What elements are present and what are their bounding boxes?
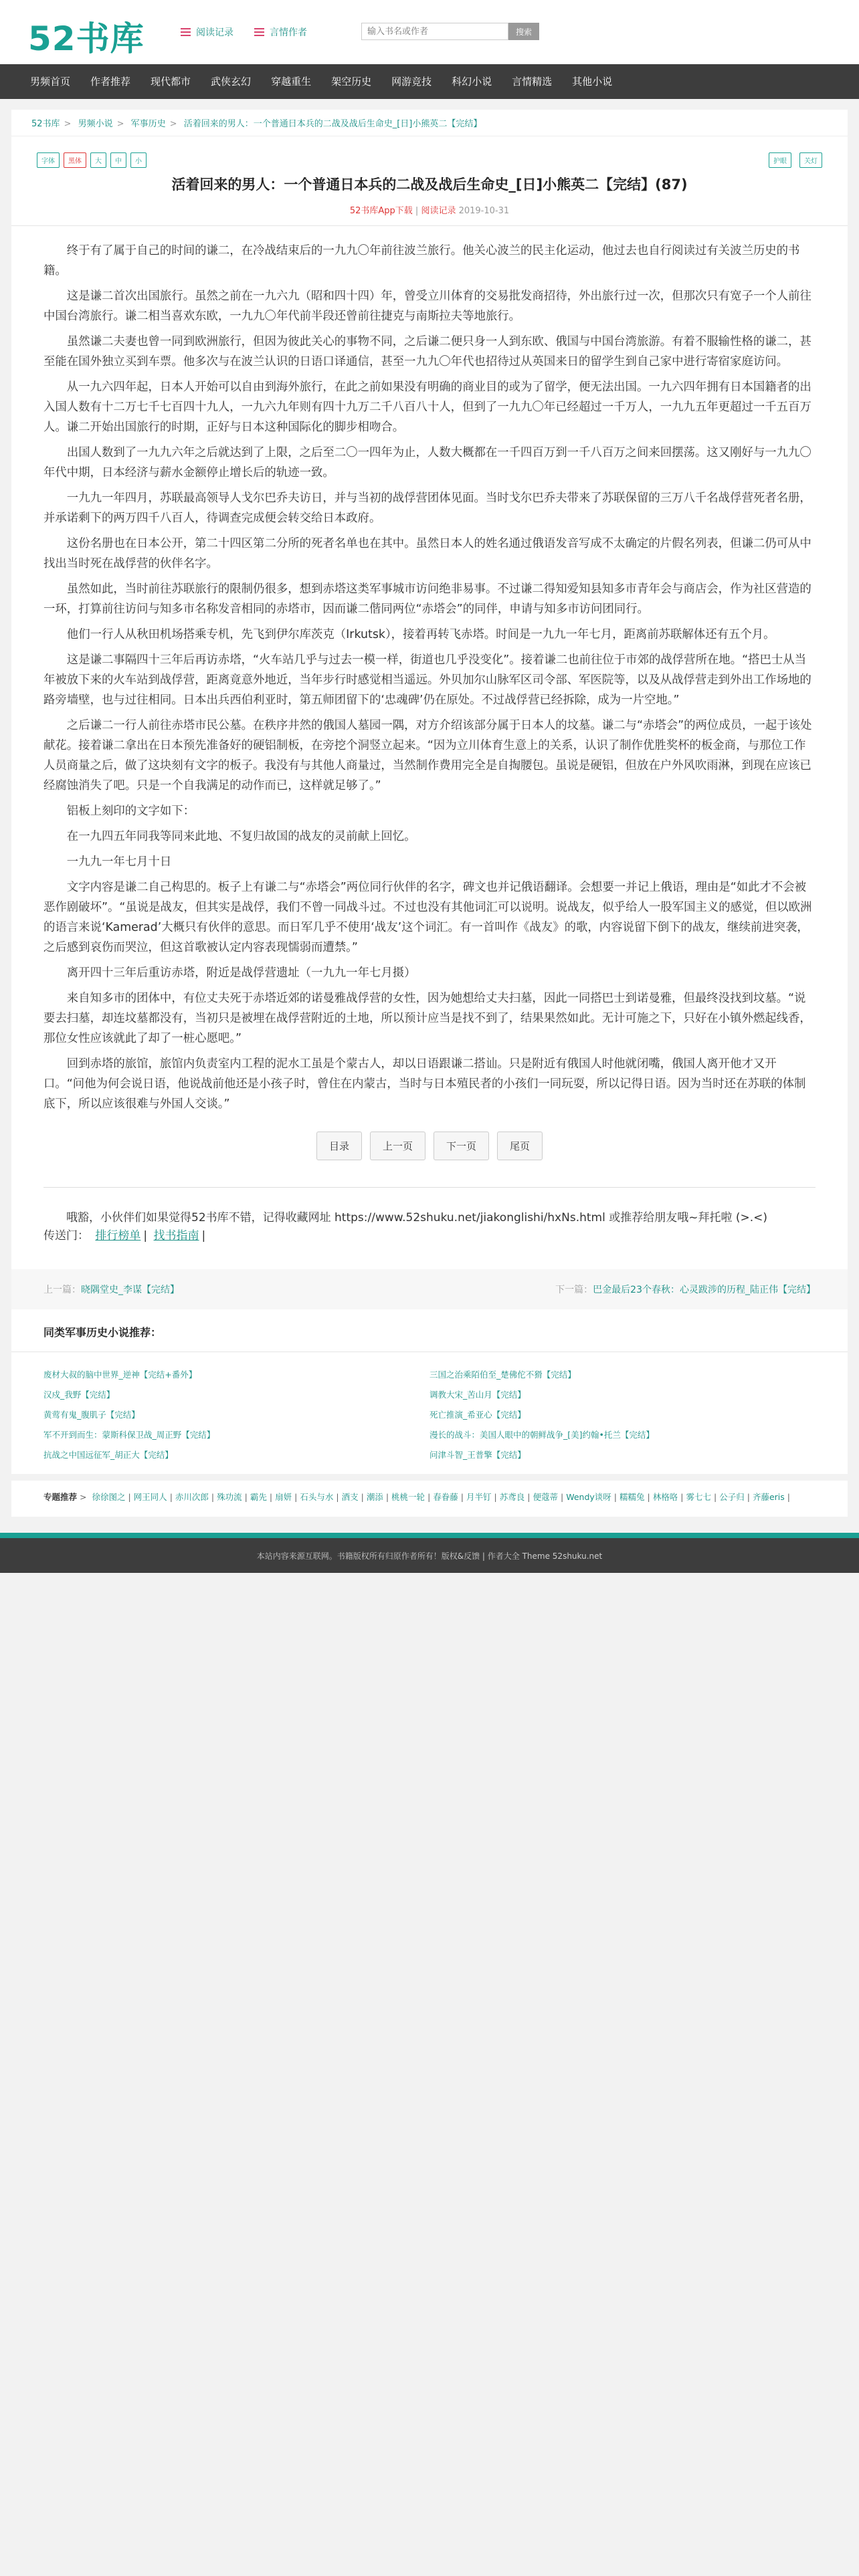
chapter-paragraph: 来自知多市的团体中，有位丈夫死于赤塔近郊的诺曼雅战俘营的女性，因为她想给丈夫扫墓，因此一同搭巴士到诺曼雅，但最终没找到坟墓。“说要去扫墓，却连坟墓都没有，当初只是被埋在战俘营附近的土地，所以预计应当是找不到了，结果果然如此。无计可施之下，只好在小镇外燃起线香，那位女性应该就此了却了一桩心愿吧。” — [43, 992, 812, 1045]
reading-history-label: 阅读记录 — [196, 27, 233, 38]
recommend-item[interactable]: 调教大宋_苦山月【完结】 — [430, 1390, 526, 1400]
breadcrumb-home[interactable]: 52书库 — [31, 119, 60, 129]
topic-tag[interactable]: 潮添 — [366, 1492, 383, 1502]
meta-separator: | — [412, 206, 421, 216]
topic-tag[interactable]: 殊功流 — [217, 1492, 242, 1502]
reading-history-link[interactable] — [181, 25, 233, 39]
chapter-paragraph: 离开四十三年后重访赤塔，附近是战俘营遗址（一九九一年七月摄） — [66, 966, 416, 980]
breadcrumb-book[interactable]: 活着回来的男人：一个普通日本兵的二战及战后生命史_[日]小熊英二【完结】 — [183, 119, 482, 129]
chapter-paragraph: 出国人数到了一九九六年之后就达到了上限，之后至二〇一四年为止，人数大概都在一千四百万到一千八百万之间来回摆荡。这又刚好与一九九〇年代中期，日本经济与薪水金额停止增长后的轨迹一致。 — [43, 446, 812, 479]
portal-label: 传送门： — [43, 1229, 89, 1243]
topic-tags-label: 专题推荐 — [43, 1492, 78, 1502]
site-header — [0, 0, 859, 64]
nav-item-wuxia[interactable]: 武侠玄幻 — [211, 76, 252, 88]
toc-button[interactable]: 目录 — [316, 1132, 362, 1160]
article-prev-next — [11, 1269, 848, 1309]
chapter-pager — [11, 1132, 848, 1160]
chapter-paragraph: 之后谦二一行人前往赤塔市民公墓。在秩序井然的俄国人墓园一隅，对方介绍该部分属于日本人的坟墓。谦二与“赤塔会”的两位成员，一起于该处献花。接着谦二拿出在日本预先准备好的硬铝制板，在旁挖个洞竖立起来。“因为立川体育生意上的关系，认识了制作优胜奖杯的板金商，与那位工作人员商量之后，做了这块刻有文字的板子。我没有与其他人商量过，当然制作费用完全是自掏腰包。虽说是硬铝，但放在户外风吹雨淋，到现在应该已经腐蚀消失了吧。只是一个自我满足的动作而已，这样就足够了。” — [43, 719, 812, 792]
prev-article-label: 上一篇： — [43, 1285, 81, 1295]
romance-authors-label: 言情作者 — [270, 27, 307, 38]
topic-tag[interactable]: 齐藤eris — [752, 1492, 785, 1502]
topic-tag[interactable]: 霸先 — [250, 1492, 267, 1502]
search-button[interactable]: 搜索 — [508, 23, 539, 40]
next-page-button[interactable]: 下一页 — [434, 1132, 489, 1160]
portal-links: 传送门： 排行榜单 | 找书指南 | — [43, 1229, 206, 1243]
topic-tag[interactable]: 苏鸢良 — [499, 1492, 525, 1502]
topic-tag[interactable]: 春眷藤 — [433, 1492, 458, 1502]
recommend-item[interactable]: 死亡推演_希亚心【完结】 — [430, 1410, 526, 1420]
main-nav — [0, 64, 859, 99]
font-large-button[interactable]: 大 — [90, 152, 106, 168]
title-divider — [11, 225, 848, 226]
theme-tools — [769, 152, 822, 168]
nav-item-male-home[interactable]: 男频首页 — [30, 76, 71, 88]
search-input[interactable] — [361, 23, 508, 40]
history-list-icon — [181, 28, 191, 36]
font-button[interactable]: 字体 — [37, 152, 60, 168]
chapter-paragraph: 虽然谦二夫妻也曾一同到欧洲旅行，但因为彼此关心的事物不同，之后谦二便只身一人到东欧、俄国与中国台湾旅游。有着不服输性格的谦二，甚至能在国外独立买到车票。他多次与在波兰认识的日语口译通信，甚至一九九〇年代也招待过从英国来日的留学生到自己家中进行寄宿家庭访问。 — [43, 335, 812, 368]
search-form — [361, 23, 539, 40]
reading-history-meta-link[interactable]: 阅读记录 — [421, 206, 456, 216]
footer-accent-bar — [0, 1533, 859, 1538]
chapter-paragraph: 文字内容是谦二自己构思的。板子上有谦二与“赤塔会”两位同行伙伴的名字，碑文也并记俄语翻译。会想要一并记上俄语，理由是“如此才不会被恶作剧破坏”。“虽说是战友，但其实是战俘，我们不曾一同战斗过。不过也没有其他词汇可以说明。说战友，似乎给人一股军国主义的感觉，但以欧洲的语言来说‘Kamerad’大概只有伙伴的意思。而日军几乎不使用‘战友’这个词汇。有一首叫作《战友》的歌，内容说留下倒下的战友，继续前进突袭，之后感到哀伤而哭泣，但这首歌被认定内容表现懦弱而遭禁。” — [43, 881, 812, 954]
font-bold-button[interactable]: 黑体 — [64, 152, 86, 168]
topic-tag[interactable]: 徐徐图之 — [92, 1492, 126, 1502]
breadcrumb-separator: > — [64, 119, 72, 129]
recommend-item[interactable]: 黄莺有鬼_腹肌子【完结】 — [43, 1410, 140, 1420]
chapter-paragraph: 在一九四五年同我等同来此地、不复归故国的战友的灵前献上回忆。 — [66, 830, 416, 843]
chapter-title: 活着回来的男人：一个普通日本兵的二战及战后生命史_[日]小熊英二【完结】(87) — [171, 177, 688, 193]
nav-item-authors[interactable]: 作者推荐 — [90, 76, 131, 88]
recommend-item[interactable]: 三国之治乘陌伯至_楚佛佗不猾【完结】 — [430, 1370, 576, 1380]
topic-tag[interactable]: 便蔻蒂 — [533, 1492, 558, 1502]
prev-article-link[interactable]: 晓隅堂史_李谋【完结】 — [81, 1285, 179, 1295]
topic-tag[interactable]: 林格咯 — [652, 1492, 678, 1502]
topic-tag[interactable]: 扇妍 — [275, 1492, 292, 1502]
bookmark-tip — [43, 1187, 816, 1269]
chapter-paragraph: 回到赤塔的旅馆，旅馆内负责室内工程的泥水工虽是个蒙古人，却以日语跟谦二搭讪。只是附近有俄国人时他就闭嘴，俄国人离开他才又开口。“问他为何会说日语，他说战前他还是小孩子时，曾住在内蒙古，当时与日本殖民者的小孩们一同玩耍，所以记得日语。因为当时还在苏联的体制底下，所以应该很难与外国人交谈。” — [43, 1057, 806, 1111]
eye-care-button[interactable]: 护眼 — [769, 152, 791, 168]
chapter-paragraph: 虽然如此，当时前往苏联旅行的限制仍很多，想到赤塔这类军事城市访问绝非易事。不过谦二得知爱知县知多市青年会与商店会，作为社区营造的一环，打算前往访问与知多市名称发音相同的赤塔市，因而谦二偕同两位“赤塔会”的同伴，申请与知多市访问团同行。 — [43, 582, 812, 616]
topic-tag[interactable]: 公子归 — [719, 1492, 745, 1502]
chapter-paragraph: 从一九六四年起，日本人开始可以自由到海外旅行，在此之前如果没有明确的商业目的或为了留学，便无法出国。一九六四年拥有日本国籍者的出入国人数有十二万七千七百四十九人，一九六九年则有四十九万二千八百八十人，但到了一九九〇年已经超过一千万人，一九九五年更超过一千五百万人。谦二开始出国旅行的时期，正好与日本这种国际化的脚步相吻合。 — [43, 381, 812, 434]
topic-tag[interactable]: 月半钉 — [466, 1492, 492, 1502]
topic-tag[interactable]: 网王同人 — [133, 1492, 167, 1502]
site-footer: 本站内容来源互联网。书籍版权所有归原作者所有！版权&反馈 | 作者大全 Theme 52shuku.net — [0, 1538, 859, 1573]
recommend-item[interactable]: 军不开到而生：蒙斯科保卫战_周正野【完结】 — [43, 1430, 215, 1440]
next-article — [555, 1283, 816, 1296]
recommend-item[interactable]: 抗战之中国远征军_胡正大【完结】 — [43, 1450, 173, 1460]
font-medium-button[interactable]: 中 — [110, 152, 126, 168]
author-list-icon — [254, 28, 264, 36]
prev-page-button[interactable]: 上一页 — [370, 1132, 425, 1160]
topic-tag[interactable]: Wendy谈呀 — [566, 1492, 611, 1502]
chapter-paragraph: 这份名册也在日本公开，第二十四区第二分所的死者名单也在其中。虽然日本人的姓名通过俄语发音写成不太确定的片假名列表，但谦二仍可从中找出当时死在战俘营的伙伴名字。 — [43, 537, 812, 570]
font-tools — [37, 152, 147, 168]
nav-item-games[interactable]: 网游竞技 — [391, 76, 432, 88]
recommend-item[interactable]: 问津斗智_王普擎【完结】 — [430, 1450, 526, 1460]
nav-item-urban[interactable]: 现代都市 — [151, 76, 191, 88]
last-page-button[interactable]: 尾页 — [497, 1132, 543, 1160]
prev-article — [43, 1283, 179, 1296]
recommend-item[interactable]: 漫长的战斗：美国人眼中的朝鲜战争_[美]约翰•托兰【完结】 — [430, 1430, 654, 1440]
topic-tag[interactable]: 桃桃一轮 — [391, 1492, 425, 1502]
next-article-label: 下一篇： — [555, 1285, 593, 1295]
chapter-paragraph: 一九九一年四月，苏联最高领导人戈尔巴乔夫访日，并与当初的战俘营团体见面。当时戈尔巴乔夫带来了苏联保留的三万八千名战俘营死者名册，并承诺剩下的两万四千八百人，待调查完成便会转交给日本政府。 — [43, 492, 812, 525]
chapter-paragraph: 这是谦二首次出国旅行。虽然之前在一九六九（昭和四十四）年，曾受立川体育的交易批发商招待，外出旅行过一次，但那次只有宽子一个人前往中国台湾旅行。谦二相当喜欢东欧，一九九〇年代前半段还曾前往捷克与南斯拉夫等地旅行。 — [43, 290, 812, 323]
romance-authors-link[interactable] — [254, 25, 307, 39]
main-content — [11, 110, 848, 1474]
chapter-paragraph: 一九九一年七月十日 — [66, 855, 172, 869]
breadcrumb — [11, 110, 848, 136]
book-guide-link[interactable]: 找书指南 — [153, 1229, 199, 1243]
recommend-item[interactable]: 汉戍_我野【完结】 — [43, 1390, 115, 1400]
nav-item-other[interactable]: 其他小说 — [572, 76, 613, 88]
ranking-link[interactable]: 排行榜单 — [95, 1229, 141, 1243]
chapter-content — [11, 241, 848, 1114]
chapter-meta — [11, 203, 848, 216]
reader-toolbar — [11, 152, 848, 173]
topic-tags: 专题推荐 > 徐徐图之 | 网王同人 | 赤川次郎 | 殊功流 | 霸先 | 扇妍 | 石头与水 | 酒支 | 潮添 | 桃桃一轮 | 春眷藤 | 月半钉 | 苏鸢良 | 便蔻蒂 | Wendy谈呀 | 糯糯兔 | 林格咯 | 雾七七 | 公子归 | 齐藤eris | — [11, 1481, 848, 1517]
topic-tag[interactable]: 糯糯兔 — [619, 1492, 645, 1502]
chapter-paragraph: 他们一行人从秋田机场搭乘专机，先飞到伊尔库茨克（Irkutsk），接着再转飞赤塔。时间是一九九一年七月，距离前苏联解体还有五个月。 — [66, 628, 775, 641]
breadcrumb-subcategory[interactable]: 军事历史 — [130, 119, 166, 129]
topic-tag[interactable]: 酒支 — [341, 1492, 359, 1502]
breadcrumb-separator: > — [169, 119, 177, 129]
chapter-paragraph: 铝板上刻印的文字如下： — [66, 804, 195, 818]
topic-tag[interactable]: 雾七七 — [686, 1492, 711, 1502]
recommend-heading: 同类军事历史小说推荐： — [11, 1309, 848, 1352]
topic-tag[interactable]: 石头与水 — [300, 1492, 334, 1502]
topic-tag[interactable]: 赤川次郎 — [175, 1492, 209, 1502]
app-download-link[interactable]: 52书库App下载 — [349, 206, 413, 216]
breadcrumb-category[interactable]: 男频小说 — [78, 119, 113, 129]
nav-item-history[interactable]: 架空历史 — [331, 76, 372, 88]
nav-item-romance[interactable]: 言情精选 — [512, 76, 553, 88]
bookmark-tip-text: 哦豁，小伙伴们如果觉得52书库不错，记得收藏网址 https://www.52shuku.net/jiakonglishi/hxNs.html 或推荐给朋友哦~拜托啦 (>.<) — [66, 1211, 768, 1224]
next-article-link[interactable]: 巴金最后23个春秋：心灵跋涉的历程_陆正伟【完结】 — [593, 1285, 816, 1295]
nav-item-rebirth[interactable]: 穿越重生 — [271, 76, 312, 88]
recommend-list — [11, 1352, 848, 1474]
chapter-paragraph: 终于有了属于自己的时间的谦二，在冷战结束后的一九九〇年前往波兰旅行。他关心波兰的民主化运动，他过去也自行阅读过有关波兰历史的书籍。 — [43, 244, 800, 278]
font-small-button[interactable]: 小 — [130, 152, 147, 168]
nav-item-scifi[interactable]: 科幻小说 — [452, 76, 492, 88]
recommend-item[interactable]: 废材大叔的脑中世界_逆神【完结+番外】 — [43, 1370, 197, 1380]
lights-off-button[interactable]: 关灯 — [799, 152, 822, 168]
chapter-paragraph: 这是谦二事隔四十三年后再访赤塔，“火车站几乎与过去一模一样，街道也几乎没变化”。接着谦二也前往位于市郊的战俘营所在地。“搭巴士从当年被放下来的火车站到战俘营，距离竟意外地近，当年步行时感觉相当遥远。外贝加尔山脉军区司令部、军医院等，以及从战俘营走到外出工作场地的路旁墙壁，也与过往相同。日本出兵西伯利亚时，第五师团留下的‘忠魂碑’仍在原处。不过战俘营已经拆除，成为一片空地。” — [43, 653, 812, 707]
publish-date: 2019-10-31 — [456, 206, 510, 216]
site-logo[interactable]: 52书库 — [28, 19, 145, 58]
breadcrumb-separator: > — [116, 119, 124, 129]
